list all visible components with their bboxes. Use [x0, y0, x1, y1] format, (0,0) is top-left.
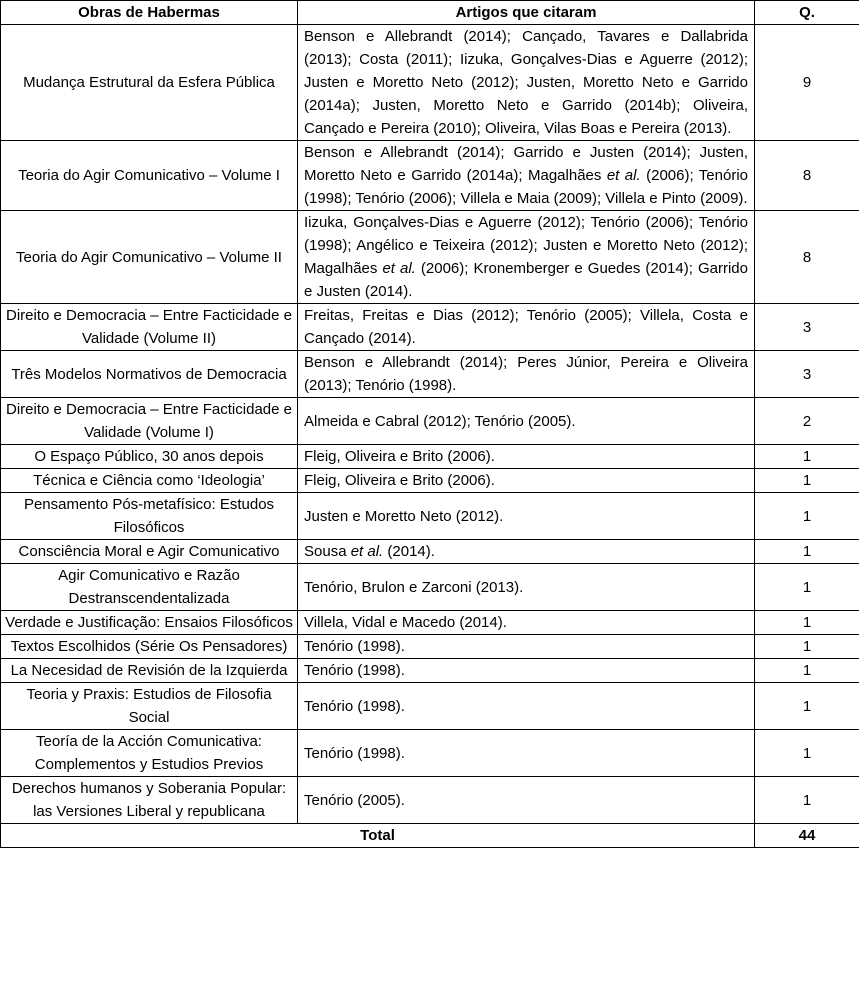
article-text: Tenório (1998).	[304, 662, 405, 679]
table-row	[1, 25, 859, 141]
work-title: Textos Escolhidos (Série Os Pensadores)	[1, 635, 298, 659]
citing-articles	[298, 493, 755, 540]
work-title: Consciência Moral e Agir Comunicativo	[1, 540, 298, 564]
article-text: Almeida e Cabral (2012); Tenório (2005).	[304, 412, 576, 430]
header-row	[1, 1, 859, 25]
citation-count: 1	[755, 445, 859, 469]
table-row	[1, 304, 859, 351]
work-title: O Espaço Público, 30 anos depois	[1, 445, 298, 469]
citation-count: 1	[755, 730, 859, 777]
work-title: Três Modelos Normativos de Democracia	[1, 351, 298, 398]
citing-articles	[298, 540, 755, 564]
table-body	[1, 25, 859, 824]
work-title: Teoria do Agir Comunicativo – Volume I	[1, 141, 298, 211]
table-row	[1, 493, 859, 540]
work-title: Teoría de la Acción Comunicativa: Complementos y Estudios Previos	[1, 730, 298, 777]
citing-articles	[298, 25, 755, 141]
work-title: Direito e Democracia – Entre Facticidade e Validade (Volume I)	[1, 398, 298, 445]
header-works: Obras de Habermas	[1, 1, 298, 25]
total-row	[1, 824, 859, 848]
citing-articles	[298, 469, 755, 493]
article-text: Sousa	[304, 543, 351, 560]
table-row	[1, 351, 859, 398]
work-title: Direito e Democracia – Entre Facticidade e Validade (Volume II)	[1, 304, 298, 351]
article-text: Tenório (2005).	[304, 791, 405, 809]
citing-articles	[298, 611, 755, 635]
table-row	[1, 777, 859, 824]
article-text: Tenório (1998).	[304, 697, 405, 715]
article-text: (2006); Tenório (1998); Tenório (2006); Villela e Maia (2009); Villela e Pinto (2009).	[304, 167, 749, 207]
work-title: Mudança Estrutural da Esfera Pública	[1, 25, 298, 141]
article-emphasis: et al.	[382, 260, 416, 277]
work-title: Derechos humanos y Soberania Popular: las Versiones Liberal y republicana	[1, 777, 298, 824]
work-title: Agir Comunicativo e Razão Destranscendentalizada	[1, 564, 298, 611]
total-value: 44	[755, 824, 859, 848]
citation-count: 1	[755, 493, 859, 540]
table-row	[1, 683, 859, 730]
work-title: La Necesidad de Revisión de la Izquierda	[1, 659, 298, 683]
citing-articles	[298, 445, 755, 469]
article-text: (2006); Kronemberger e Guedes (2014); Garrido e Justen (2014).	[304, 260, 748, 300]
citing-articles	[298, 635, 755, 659]
header-articles: Artigos que citaram	[298, 1, 755, 25]
work-title: Pensamento Pós-metafísico: Estudos Filosóficos	[1, 493, 298, 540]
article-text: Iizuka, Gonçalves-Dias e Aguerre (2012); Tenório (2006); Tenório (1998); Angélico e Teixeira (2012); Justen e Moretto Neto (2012); Magalhães	[304, 214, 748, 277]
citation-count: 1	[755, 469, 859, 493]
table-row	[1, 540, 859, 564]
article-text: Benson e Allebrandt (2014); Garrido e Justen (2014); Justen, Moretto Neto e Garrido (2014a); Magalhães	[304, 144, 748, 184]
citation-count: 3	[755, 351, 859, 398]
article-text: Tenório (1998).	[304, 638, 405, 655]
citation-count: 1	[755, 540, 859, 564]
table-row	[1, 141, 859, 211]
citation-count: 8	[755, 211, 859, 304]
table-row	[1, 635, 859, 659]
citing-articles	[298, 659, 755, 683]
article-text: Fleig, Oliveira e Brito (2006).	[304, 472, 495, 489]
article-text: Fleig, Oliveira e Brito (2006).	[304, 448, 495, 465]
citing-articles	[298, 141, 755, 211]
article-text: Benson e Allebrandt (2014); Peres Júnior, Pereira e Oliveira (2013); Tenório (1998).	[304, 354, 748, 394]
article-text: Tenório (1998).	[304, 744, 405, 762]
table-row	[1, 398, 859, 445]
header-quantity: Q.	[755, 1, 859, 25]
table-row	[1, 659, 859, 683]
article-emphasis: et al.	[350, 543, 384, 560]
citation-count: 1	[755, 611, 859, 635]
citation-count: 1	[755, 659, 859, 683]
citation-count: 1	[755, 564, 859, 611]
article-text: Villela, Vidal e Macedo (2014).	[304, 614, 507, 631]
table-row	[1, 211, 859, 304]
total-label: Total	[1, 824, 755, 848]
citation-count: 1	[755, 683, 859, 730]
article-text: Benson e Allebrandt (2014); Cançado, Tavares e Dallabrida (2013); Costa (2011); Iizuka, Gonçalves-Dias e Aguerre (2012); Justen e Moretto Neto (2012); Justen, Moretto Neto e Garrido (2014a); Justen, Moretto Neto e Garrido (2014b); Oliveira, Cançado e Pereira (2010); Oliveira, Vilas Boas e Pereira (2013).	[304, 28, 748, 137]
table-row	[1, 611, 859, 635]
table-row	[1, 469, 859, 493]
citation-count: 1	[755, 635, 859, 659]
citing-articles	[298, 564, 755, 611]
citing-articles	[298, 730, 755, 777]
citation-count: 3	[755, 304, 859, 351]
citation-count: 1	[755, 777, 859, 824]
work-title: Teoria do Agir Comunicativo – Volume II	[1, 211, 298, 304]
table-row	[1, 730, 859, 777]
citing-articles	[298, 777, 755, 824]
table-row	[1, 564, 859, 611]
citing-articles	[298, 211, 755, 304]
citing-articles	[298, 351, 755, 398]
citation-count: 9	[755, 25, 859, 141]
work-title: Verdade e Justificação: Ensaios Filosóficos	[1, 611, 298, 635]
table-row	[1, 445, 859, 469]
citing-articles	[298, 683, 755, 730]
citing-articles	[298, 304, 755, 351]
citation-count: 8	[755, 141, 859, 211]
article-text: Tenório, Brulon e Zarconi (2013).	[304, 578, 524, 596]
article-text: Freitas, Freitas e Dias (2012); Tenório (2005); Villela, Costa e Cançado (2014).	[304, 307, 748, 347]
article-text: Justen e Moretto Neto (2012).	[304, 507, 504, 525]
article-emphasis: et al.	[606, 167, 641, 184]
work-title: Técnica e Ciência como ‘Ideologia’	[1, 469, 298, 493]
citing-articles	[298, 398, 755, 445]
work-title: Teoria y Praxis: Estudios de Filosofia Social	[1, 683, 298, 730]
article-text: (2014).	[383, 543, 435, 560]
citation-count: 2	[755, 398, 859, 445]
